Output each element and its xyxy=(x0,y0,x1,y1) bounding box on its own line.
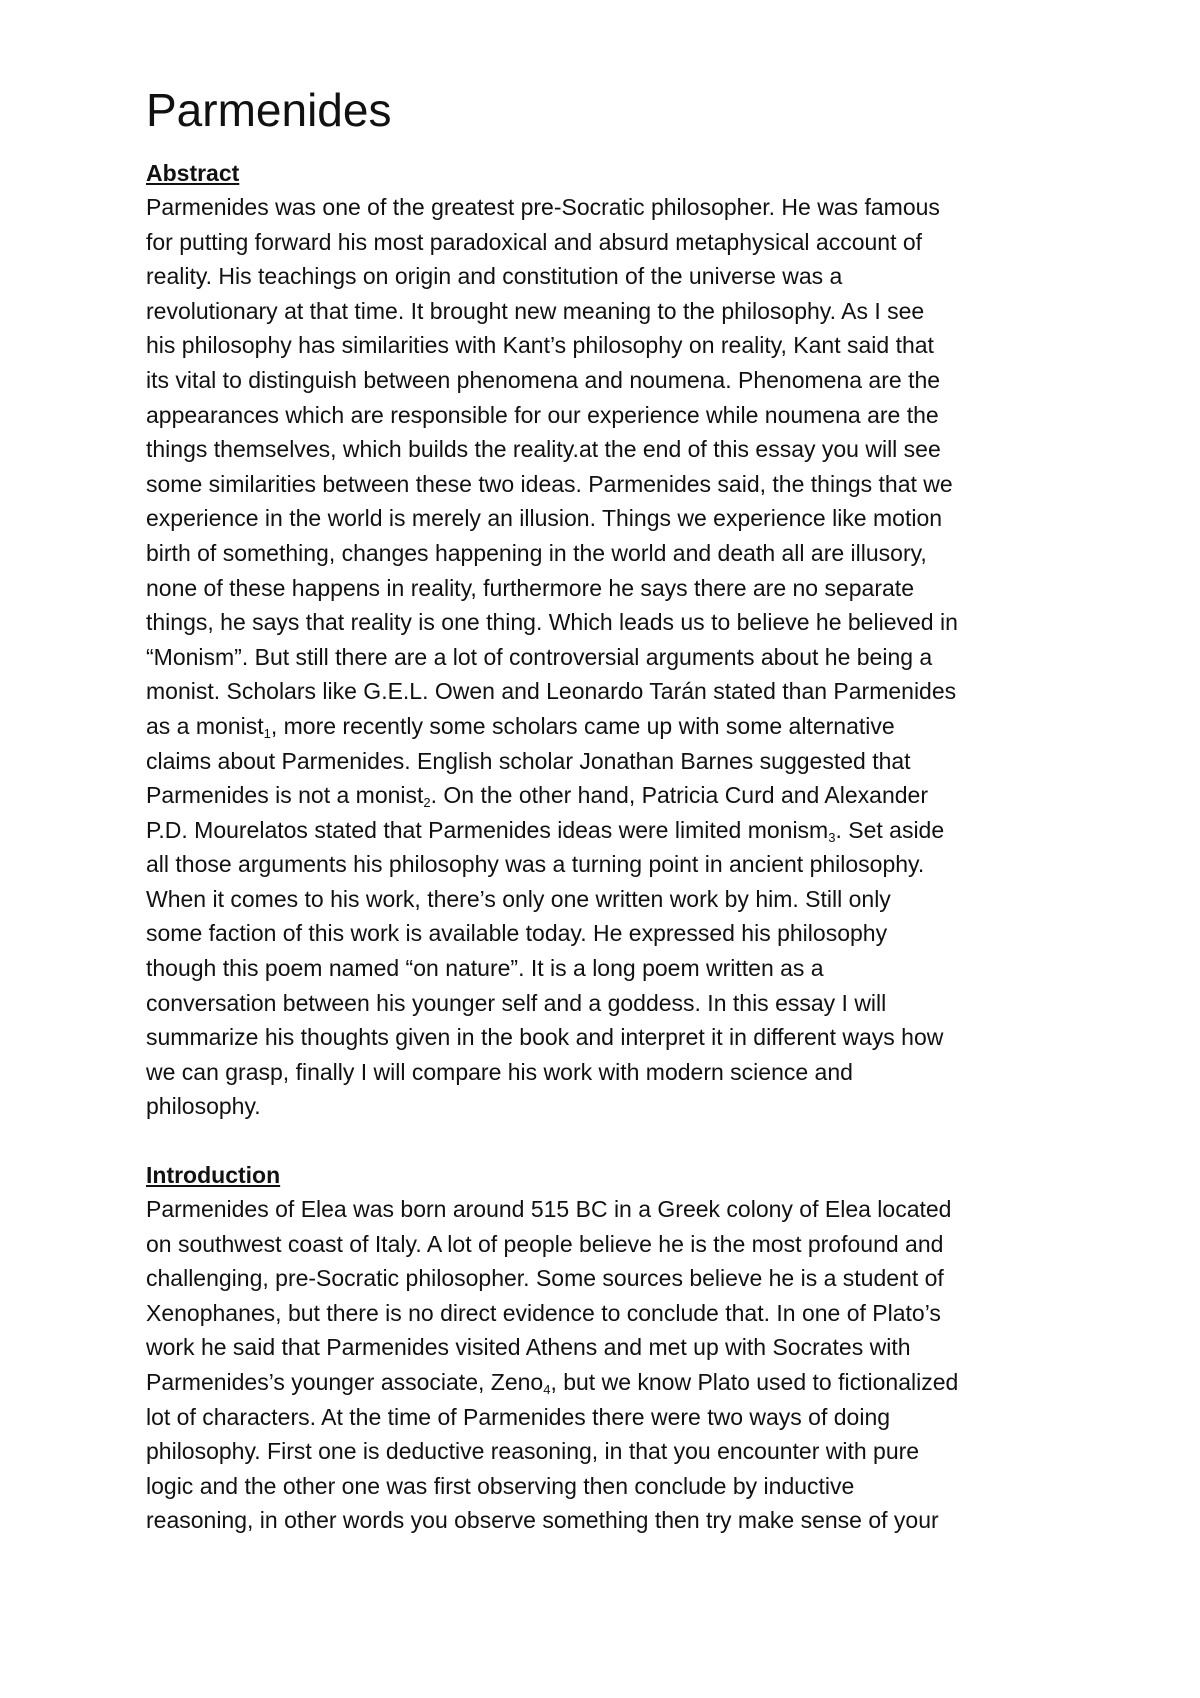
text-line: reasoning, in other words you observe something then try make sense of your xyxy=(146,1507,939,1534)
text-line: though this poem named “on nature”. It is a long poem written as a xyxy=(146,955,824,982)
text-line: challenging, pre-Socratic philosopher. Some sources believe he is a student of xyxy=(146,1265,944,1292)
text-line: none of these happens in reality, furthermore he says there are no separate xyxy=(146,574,914,601)
text-line: things themselves, which builds the reality.at the end of this essay you will see xyxy=(146,436,941,463)
text-line xyxy=(146,813,1086,848)
text-line: logic and the other one was first observing then conclude by inductive xyxy=(146,1472,855,1499)
section-introduction xyxy=(146,1158,1086,1538)
text-line: Parmenides was one of the greatest pre-Socratic philosopher. He was famous xyxy=(146,194,940,220)
text-line: claims about Parmenides. English scholar Jonathan Barnes suggested that xyxy=(146,747,911,774)
text-segment: , more recently some scholars came up with some alternative xyxy=(270,712,895,739)
text-line: things, he says that reality is one thing. Which leads us to believe he believed in xyxy=(146,609,958,636)
text-segment: P.D. Mourelatos stated that Parmenides ideas were limited monism xyxy=(146,816,829,843)
text-line: philosophy. First one is deductive reasoning, in that you encounter with pure xyxy=(146,1438,920,1465)
text-line: monist. Scholars like G.E.L. Owen and Leonardo Tarán stated than Parmenides xyxy=(146,678,957,705)
text-segment: , but we know Plato used to fictionalized xyxy=(550,1369,959,1395)
footnote-marker: 3 xyxy=(828,829,836,845)
text-line: appearances which are responsible for our experience while noumena are the xyxy=(146,401,939,428)
text-line: When it comes to his work, there’s only one written work by him. Still only xyxy=(146,885,891,912)
text-segment: as a monist xyxy=(146,712,264,739)
text-line: reality. His teachings on origin and constitution of the universe was a xyxy=(146,263,843,290)
section-heading-abstract: Abstract xyxy=(146,160,240,186)
text-line: Xenophanes, but there is no direct evidence to conclude that. In one of Plato’s xyxy=(146,1299,941,1326)
text-line: summarize his thoughts given in the book and interpret it in different ways how xyxy=(146,1024,944,1051)
text-line: on southwest coast of Italy. A lot of people believe he is the most profound and xyxy=(146,1230,944,1257)
section-gap xyxy=(146,1124,1086,1158)
text-line: his philosophy has similarities with Kant’s philosophy on reality, Kant said that xyxy=(146,332,934,359)
text-line: revolutionary at that time. It brought new meaning to the philosophy. As I see xyxy=(146,297,925,324)
introduction-paragraph xyxy=(146,1192,1086,1538)
document-page xyxy=(146,80,1086,1538)
text-segment: Parmenides is not a monist xyxy=(146,782,424,809)
text-line: some similarities between these two ideas. Parmenides said, the things that we xyxy=(146,470,953,497)
text-line xyxy=(146,1365,1086,1400)
text-line: birth of something, changes happening in the world and death all are illusory, xyxy=(146,539,927,566)
text-line xyxy=(146,778,1086,813)
footnote-marker: 4 xyxy=(543,1382,551,1397)
section-heading-introduction: Introduction xyxy=(146,1162,281,1189)
text-line: lot of characters. At the time of Parmenides there were two ways of doing xyxy=(146,1403,891,1430)
text-line: conversation between his younger self and a goddess. In this essay I will xyxy=(146,989,887,1016)
text-line: work he said that Parmenides visited Athens and met up with Socrates with xyxy=(146,1334,911,1361)
text-segment: . Set aside xyxy=(835,816,945,843)
text-line: its vital to distinguish between phenomena and noumena. Phenomena are the xyxy=(146,366,941,393)
abstract-paragraph xyxy=(146,190,1086,1124)
text-line: Parmenides of Elea was born around 515 BC in a Greek colony of Elea located xyxy=(146,1196,952,1223)
text-line: experience in the world is merely an illusion. Things we experience like motion xyxy=(146,505,943,532)
footnote-marker: 2 xyxy=(423,795,431,811)
section-abstract xyxy=(146,156,1086,1124)
footnote-marker: 1 xyxy=(263,725,271,741)
text-line: “Monism”. But still there are a lot of controversial arguments about he being a xyxy=(146,643,933,670)
text-line: all those arguments his philosophy was a turning point in ancient philosophy. xyxy=(146,851,925,878)
text-line: some faction of this work is available today. He expressed his philosophy xyxy=(146,920,888,947)
text-line: we can grasp, finally I will compare his work with modern science and xyxy=(146,1058,853,1085)
text-line: for putting forward his most paradoxical and absurd metaphysical account of xyxy=(146,228,923,255)
text-segment: Parmenides’s younger associate, Zeno xyxy=(146,1369,544,1395)
document-title: Parmenides xyxy=(146,84,392,136)
text-line: philosophy. xyxy=(146,1093,261,1120)
text-line xyxy=(146,709,1086,744)
text-segment: . On the other hand, Patricia Curd and Alexander xyxy=(430,782,929,809)
